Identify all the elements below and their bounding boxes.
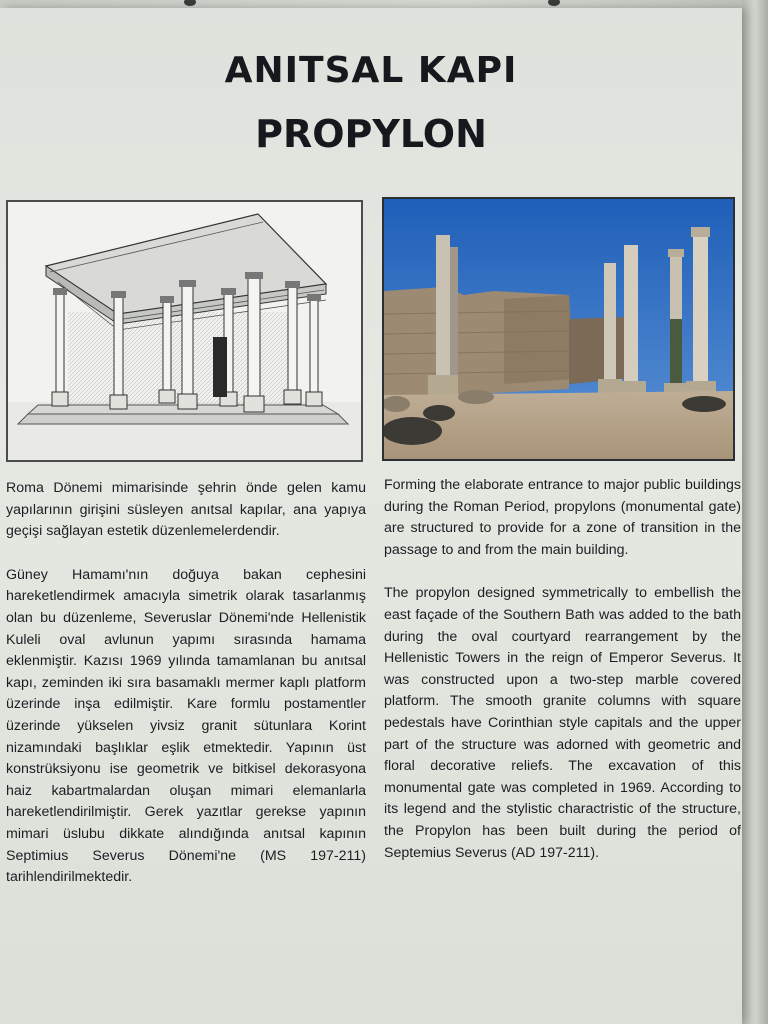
english-intro-paragraph: Forming the elaborate entrance to major public buildings during the Roman Period, propylons (monumental gate) are structured to provide for a zone of transition in the passage to and from the main building. [384, 477, 741, 558]
sign-frame-edge [742, 0, 768, 1024]
propylon-drawing [6, 200, 363, 462]
title-english: PROPYLON [255, 112, 487, 156]
propylon-ruins-photo [382, 197, 735, 461]
title-turkish: ANITSAL KAPI [224, 50, 518, 91]
turkish-text-column [6, 478, 366, 889]
english-text-column [384, 475, 741, 864]
turkish-intro-paragraph: Roma Dönemi mimarisinde şehrin önde gelen kamu yapılarının girişini süsleyen anıtsal kapılar, ana yapıya geçişi sağlayan estetik düzenlemelerdendir. [6, 480, 366, 540]
english-body-paragraph: The propylon designed symmetrically to embellish the east façade of the Southern Bath was added to the bath during the oval courtyard rearrangement by the Hellenistic Towers in the reign of Emperor Severus. It was constructed upon a two-step marble covered platform. The smooth granite columns with square pedestals have Corinthian style capitals and the upper part of the structure was adorned with geometric and floral decorative reliefs. The excavation of this monumental gate was completed in 1969. According to its legend and the stylistic charactristic of the structure, the Propylon has been built during the period of Septemius Severus (AD 197-211). [384, 585, 741, 861]
turkish-body-paragraph: Güney Hamamı'nın doğuya bakan cephesini hareketlendirmek amacıyla simetrik olarak tasarlanmış olan bu düzenleme, Severuslar Dönemi'nde Hellenistik Kuleli oval avlunun yapımı sırasında hamama eklenmiştir. Kazısı 1969 yılında tamamlanan bu anıtsal kapı, zeminden iki sıra basamaklı mermer kaplı platform üzerinde inşa edilmiştir. Kare formlu postamentler üzerinde yükselen yivsiz granit sütunlara Korint nizamındaki başlıklar eşlik etmektedir. Yapının üst konstrüksiyonu ise geometrik ve bitkisel dekorasyona haiz kabartmalardan oluşan mimari elemanlarla hareketlendirilmiştir. Gerek yazıtlar gerekse yapının mimari üslubu dikkate alındığında anıtsal kapının Septimius Severus Dönemi'ne (MS 197-211) tarihlendirilmektedir. [6, 566, 366, 886]
